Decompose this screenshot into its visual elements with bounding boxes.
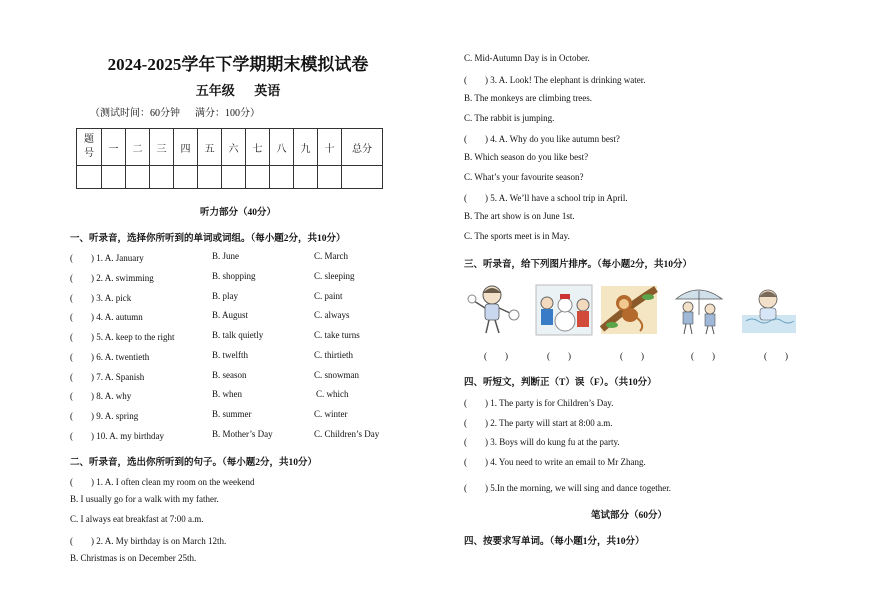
grade-label: 五年级 bbox=[195, 83, 235, 98]
score-header-cell: 一 bbox=[102, 129, 126, 166]
girl-snowball-icon bbox=[466, 281, 526, 337]
sentence-line: C. The sports meet is in May. bbox=[464, 231, 570, 241]
question-row: ( ) 2. A. swimming B. shopping C. sleeping bbox=[70, 271, 355, 283]
score-cell[interactable] bbox=[102, 166, 126, 189]
sentence-line: C. What’s your favourite season? bbox=[464, 172, 584, 182]
score-note: 满分：100分） bbox=[195, 108, 260, 119]
exam-title: 2024-2025学年下学期期末模拟试卷 bbox=[107, 55, 369, 74]
section-5-title: 四、按要求写单词。（每小题1分，共10分） bbox=[464, 537, 645, 547]
score-cell[interactable] bbox=[294, 166, 318, 189]
true-false-item: ( ) 2. The party will start at 8:00 a.m. bbox=[464, 418, 613, 428]
score-cell[interactable] bbox=[174, 166, 198, 189]
score-table bbox=[76, 128, 383, 189]
section-1-title: 一、听录音，选择你所听到的单词或词组。（每小题2分，共10分） bbox=[70, 234, 346, 244]
sentence-line: ( ) 4. A. Why do you like autumn best? bbox=[464, 134, 620, 144]
score-header-cell: 四 bbox=[174, 129, 198, 166]
exam-subtitle bbox=[0, 80, 476, 99]
question-row: ( ) 8. A. why B. when C. which bbox=[70, 389, 349, 401]
score-header-cell: 七 bbox=[246, 129, 270, 166]
sentence-line: ( ) 5. A. We’ll have a school trip in April. bbox=[464, 193, 628, 203]
score-cell[interactable] bbox=[198, 166, 222, 189]
score-header-cell: 五 bbox=[198, 129, 222, 166]
score-header-cell: 二 bbox=[126, 129, 150, 166]
score-header-cell: 九 bbox=[294, 129, 318, 166]
picture-order-blank[interactable]: ( ) bbox=[484, 351, 508, 361]
sentence-line: ( ) 1. A. I often clean my room on the weekend bbox=[70, 477, 255, 487]
section-4-title: 四、听短文，判断正（T）误（F）。（共10分） bbox=[464, 378, 657, 388]
listening-section-title: 听力部分（40分） bbox=[199, 208, 276, 218]
score-header-cell: 总分 bbox=[342, 129, 383, 166]
true-false-item: ( ) 4. You need to write an email to Mr Zhang. bbox=[464, 457, 646, 467]
sentence-line: B. I usually go for a walk with my father. bbox=[70, 494, 219, 504]
score-header-cell: 三 bbox=[150, 129, 174, 166]
score-cell[interactable] bbox=[77, 166, 102, 189]
sentence-line: B. Which season do you like best? bbox=[464, 152, 589, 162]
score-cell[interactable] bbox=[246, 166, 270, 189]
question-row: ( ) 6. A. twentieth B. twelfth C. thirtieth bbox=[70, 350, 353, 362]
kids-snowman-icon bbox=[535, 283, 595, 339]
question-row: ( ) 10. A. my birthday B. Mother’s Day C. Children’s Day bbox=[70, 429, 380, 441]
exam-note bbox=[90, 104, 260, 119]
sentence-line: B. The art show is on June 1st. bbox=[464, 211, 575, 221]
question-row: ( ) 3. A. pick B. play C. paint bbox=[70, 291, 343, 303]
picture-order-blank[interactable]: ( ) bbox=[547, 351, 571, 361]
score-cell[interactable] bbox=[126, 166, 150, 189]
question-row: ( ) 4. A. autumn B. August C. always bbox=[70, 310, 350, 322]
true-false-item: ( ) 5.In the morning, we will sing and dance together. bbox=[464, 483, 671, 493]
sentence-line: ( ) 3. A. Look! The elephant is drinking water. bbox=[464, 75, 646, 85]
monkey-tree-icon bbox=[600, 285, 660, 341]
sentence-line: B. Christmas is on December 25th. bbox=[70, 553, 197, 563]
kids-umbrella-icon bbox=[668, 281, 728, 337]
score-header-cell: 八 bbox=[270, 129, 294, 166]
score-header-cell: 六 bbox=[222, 129, 246, 166]
sentence-line: C. The rabbit is jumping. bbox=[464, 113, 555, 123]
sentence-line: B. The monkeys are climbing trees. bbox=[464, 93, 593, 103]
true-false-item: ( ) 3. Boys will do kung fu at the party. bbox=[464, 437, 620, 447]
score-cell[interactable] bbox=[222, 166, 246, 189]
sentence-line: C. I always eat breakfast at 7:00 a.m. bbox=[70, 514, 204, 524]
score-cell[interactable] bbox=[150, 166, 174, 189]
score-cell[interactable] bbox=[342, 166, 383, 189]
sentence-line: C. Mid-Autumn Day is in October. bbox=[464, 53, 590, 63]
score-cell[interactable] bbox=[270, 166, 294, 189]
question-row: ( ) 1. A. January B. June C. March bbox=[70, 251, 348, 263]
true-false-item: ( ) 1. The party is for Children’s Day. bbox=[464, 398, 614, 408]
question-row: ( ) 5. A. keep to the right B. talk quietly C. take turns bbox=[70, 330, 360, 342]
section-2-title: 二、听录音，选出你所听到的句子。（每小题2分，共10分） bbox=[70, 458, 318, 468]
picture-order-blank[interactable]: ( ) bbox=[620, 351, 644, 361]
writing-section-title: 笔试部分（60分） bbox=[590, 511, 667, 521]
picture-order-blank[interactable]: ( ) bbox=[764, 351, 788, 361]
question-row: ( ) 9. A. spring B. summer C. winter bbox=[70, 409, 348, 421]
sentence-line: ( ) 2. A. My birthday is on March 12th. bbox=[70, 536, 227, 546]
score-header-cell: 题号 bbox=[77, 129, 102, 166]
question-row: ( ) 7. A. Spanish B. season C. snowman bbox=[70, 370, 359, 382]
picture-order-blank[interactable]: ( ) bbox=[691, 351, 715, 361]
girl-swimming-icon bbox=[740, 283, 800, 339]
score-cell[interactable] bbox=[318, 166, 342, 189]
score-header-cell: 十 bbox=[318, 129, 342, 166]
time-note: （测试时间：60分钟 bbox=[90, 108, 180, 119]
subject-label: 英语 bbox=[254, 83, 281, 98]
section-3-title: 三、听录音，给下列图片排序。（每小题2分，共10分） bbox=[464, 260, 693, 270]
